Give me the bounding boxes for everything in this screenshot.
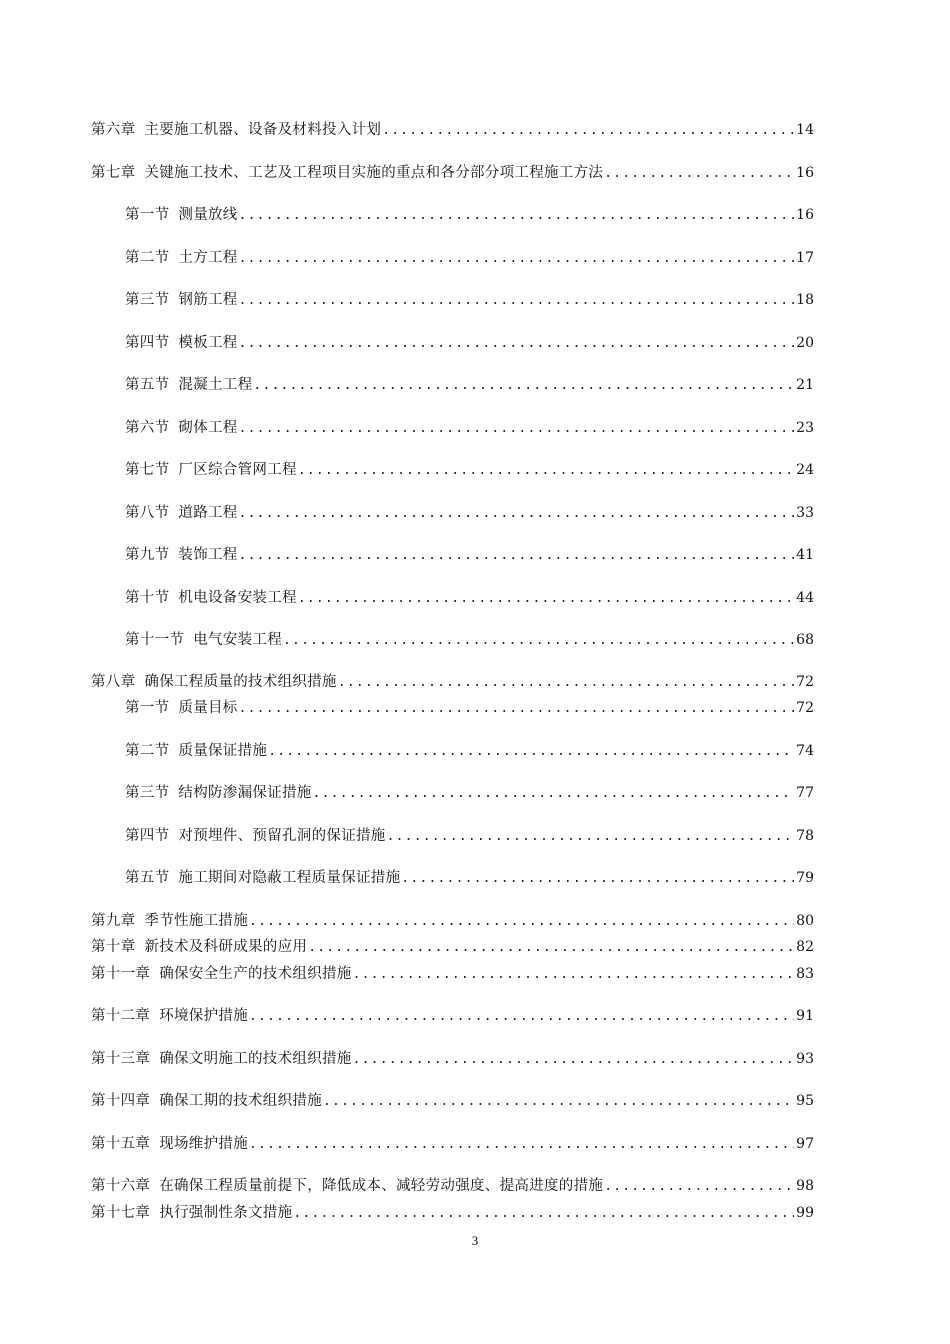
toc-dot-leader	[387, 826, 795, 848]
toc-entry-chapter-11[interactable]	[91, 963, 814, 985]
toc-entry-number: 第十章	[91, 939, 136, 955]
toc-dot-leader	[239, 698, 795, 720]
toc-entry-page: 82	[796, 939, 814, 955]
toc-entry-page: 98	[796, 1178, 814, 1194]
toc-entry-title: 现场维护措施	[159, 1136, 249, 1152]
toc-entry-number: 第九节	[125, 547, 170, 563]
toc-dot-leader	[283, 630, 794, 652]
toc-entry-section[interactable]	[125, 740, 814, 762]
toc-entry-number: 第六节	[125, 420, 170, 436]
toc-entry-number: 第四节	[125, 828, 170, 844]
toc-dot-leader	[239, 418, 795, 440]
toc-entry-section[interactable]	[125, 417, 814, 439]
toc-entry-section[interactable]	[125, 587, 814, 609]
toc-dot-leader	[239, 545, 795, 567]
toc-entry-page: 20	[796, 335, 814, 351]
toc-entry-page: 99	[796, 1205, 814, 1221]
toc-entry-section[interactable]	[125, 502, 814, 524]
toc-entry-page: 23	[796, 420, 814, 436]
toc-entry-title: 土方工程	[178, 250, 238, 266]
toc-entry-number: 第十三章	[91, 1051, 151, 1067]
toc-dot-leader	[298, 588, 794, 610]
toc-dot-leader	[293, 1203, 794, 1225]
toc-entry-section[interactable]	[125, 825, 814, 847]
toc-entry-page: 74	[796, 743, 814, 759]
toc-dot-leader	[308, 937, 794, 959]
toc-entry-number: 第三节	[125, 785, 170, 801]
toc-entry-title: 道路工程	[178, 505, 238, 521]
toc-entry-page: 14	[796, 122, 814, 138]
toc-entry-page: 97	[796, 1136, 814, 1152]
toc-entry-number: 第五节	[125, 870, 170, 886]
toc-entry-number: 第十节	[125, 590, 170, 606]
toc-entry-title: 对预埋件、预留孔洞的保证措施	[178, 828, 386, 844]
toc-dot-leader	[313, 783, 795, 805]
toc-entry-number: 第十一节	[125, 632, 185, 648]
toc-entry-chapter-6[interactable]	[91, 119, 814, 141]
toc-entry-number: 第四节	[125, 335, 170, 351]
toc-dot-leader	[239, 333, 795, 355]
toc-entry-page: 78	[796, 828, 814, 844]
toc-entry-title: 模板工程	[178, 335, 238, 351]
toc-entry-page: 18	[796, 292, 814, 308]
toc-entry-chapter-7[interactable]	[91, 162, 814, 184]
toc-dot-leader	[401, 868, 794, 890]
toc-entry-number: 第八节	[125, 505, 170, 521]
toc-entry-number: 第十六章	[91, 1178, 151, 1194]
toc-entry-chapter-13[interactable]	[91, 1048, 814, 1070]
toc-entry-section[interactable]	[125, 867, 814, 889]
toc-dot-leader	[323, 1091, 794, 1113]
toc-entry-section[interactable]	[125, 289, 814, 311]
toc-dot-leader	[382, 120, 794, 142]
toc-entry-page: 33	[796, 505, 814, 521]
toc-entry-chapter-15[interactable]	[91, 1133, 814, 1155]
toc-dot-leader	[239, 290, 795, 312]
toc-entry-number: 第六章	[91, 122, 136, 138]
toc-dot-leader	[604, 163, 794, 185]
toc-entry-page: 91	[796, 1008, 814, 1024]
toc-dot-leader	[249, 911, 794, 933]
toc-entry-section[interactable]	[125, 247, 814, 269]
toc-entry-page: 16	[796, 165, 814, 181]
toc-entry-title: 砌体工程	[178, 420, 238, 436]
toc-entry-title: 确保工期的技术组织措施	[159, 1093, 323, 1109]
toc-entry-page: 93	[796, 1051, 814, 1067]
toc-entry-title: 混凝土工程	[178, 377, 253, 393]
toc-entry-number: 第七章	[91, 165, 136, 181]
toc-entry-number: 第十七章	[91, 1205, 151, 1221]
toc-dot-leader	[253, 375, 794, 397]
page-number: 3	[471, 1233, 479, 1248]
toc-entry-section[interactable]	[125, 374, 814, 396]
toc-entry-section[interactable]	[125, 629, 814, 651]
toc-dot-leader	[353, 964, 795, 986]
toc-entry-number: 第五节	[125, 377, 170, 393]
toc-entry-chapter-9[interactable]	[91, 910, 814, 932]
toc-entry-section[interactable]	[125, 204, 814, 226]
toc-entry-number: 第二节	[125, 743, 170, 759]
toc-entry-chapter-10[interactable]	[91, 936, 814, 958]
toc-entry-page: 44	[796, 590, 814, 606]
toc-entry-page: 83	[796, 966, 814, 982]
toc-entry-title: 环境保护措施	[159, 1008, 249, 1024]
toc-entry-page: 17	[796, 250, 814, 266]
toc-entry-chapter-8[interactable]	[91, 671, 814, 693]
toc-dot-leader	[268, 741, 794, 763]
toc-entry-number: 第九章	[91, 913, 136, 929]
toc-dot-leader	[239, 503, 795, 525]
toc-dot-leader	[249, 1134, 794, 1156]
toc-dot-leader	[239, 205, 795, 227]
toc-entry-section[interactable]	[125, 697, 814, 719]
toc-dot-leader	[353, 1049, 795, 1071]
toc-entry-page: 68	[796, 632, 814, 648]
toc-entry-number: 第十四章	[91, 1093, 151, 1109]
toc-entry-section[interactable]	[125, 782, 814, 804]
toc-entry-page: 80	[796, 913, 814, 929]
toc-dot-leader	[249, 1006, 794, 1028]
toc-entry-title: 质量保证措施	[178, 743, 268, 759]
toc-entry-page: 72	[796, 674, 814, 690]
toc-entry-section[interactable]	[125, 332, 814, 354]
toc-entry-title: 电气安装工程	[193, 632, 283, 648]
toc-entry-number: 第八章	[91, 674, 136, 690]
toc-entry-title: 测量放线	[178, 207, 238, 223]
toc-entry-number: 第七节	[125, 462, 170, 478]
toc-entry-title: 确保文明施工的技术组织措施	[159, 1051, 352, 1067]
toc-entry-section[interactable]	[125, 544, 814, 566]
toc-entry-page: 77	[796, 785, 814, 801]
toc-entry-page: 72	[796, 700, 814, 716]
toc-entry-title: 在确保工程质量前提下，降低成本、减轻劳动强度、提高进度的措施	[159, 1178, 604, 1194]
toc-entry-title: 钢筋工程	[178, 292, 238, 308]
toc-entry-number: 第十一章	[91, 966, 151, 982]
toc-entry-title: 装饰工程	[178, 547, 238, 563]
toc-entry-number: 第十五章	[91, 1136, 151, 1152]
toc-entry-number: 第一节	[125, 207, 170, 223]
toc-entry-title: 质量目标	[178, 700, 238, 716]
toc-entry-page: 41	[796, 547, 814, 563]
toc-entry-title: 确保工程质量的技术组织措施	[144, 674, 337, 690]
toc-entry-title: 主要施工机器、设备及材料投入计划	[144, 122, 382, 138]
toc-dot-leader	[338, 672, 794, 694]
toc-entry-title: 季节性施工措施	[144, 913, 249, 929]
toc-entry-page: 21	[796, 377, 814, 393]
toc-entry-chapter-17[interactable]	[91, 1202, 814, 1224]
toc-dot-leader	[239, 248, 795, 270]
toc-dot-leader	[604, 1176, 794, 1198]
toc-entry-chapter-14[interactable]	[91, 1090, 814, 1112]
toc-entry-page: 95	[796, 1093, 814, 1109]
toc-entry-title: 结构防渗漏保证措施	[178, 785, 312, 801]
toc-entry-number: 第二节	[125, 250, 170, 266]
toc-entry-title: 执行强制性条文措施	[159, 1205, 293, 1221]
toc-entry-title: 施工期间对隐蔽工程质量保证措施	[178, 870, 401, 886]
toc-entry-number: 第十二章	[91, 1008, 151, 1024]
toc-entry-page: 24	[796, 462, 814, 478]
toc-entry-chapter-16[interactable]	[91, 1175, 814, 1197]
toc-dot-leader	[298, 460, 794, 482]
toc-entry-title: 厂区综合管网工程	[178, 462, 297, 478]
toc-entry-number: 第三节	[125, 292, 170, 308]
toc-entry-page: 16	[796, 207, 814, 223]
toc-entry-title: 关键施工技术、工艺及工程项目实施的重点和各分部分项工程施工方法	[144, 165, 604, 181]
toc-entry-page: 79	[796, 870, 814, 886]
toc-entry-chapter-12[interactable]	[91, 1005, 814, 1027]
toc-entry-section[interactable]	[125, 459, 814, 481]
toc-entry-title: 确保安全生产的技术组织措施	[159, 966, 352, 982]
toc-entry-number: 第一节	[125, 700, 170, 716]
toc-entry-title: 新技术及科研成果的应用	[144, 939, 308, 955]
toc-entry-title: 机电设备安装工程	[178, 590, 297, 606]
